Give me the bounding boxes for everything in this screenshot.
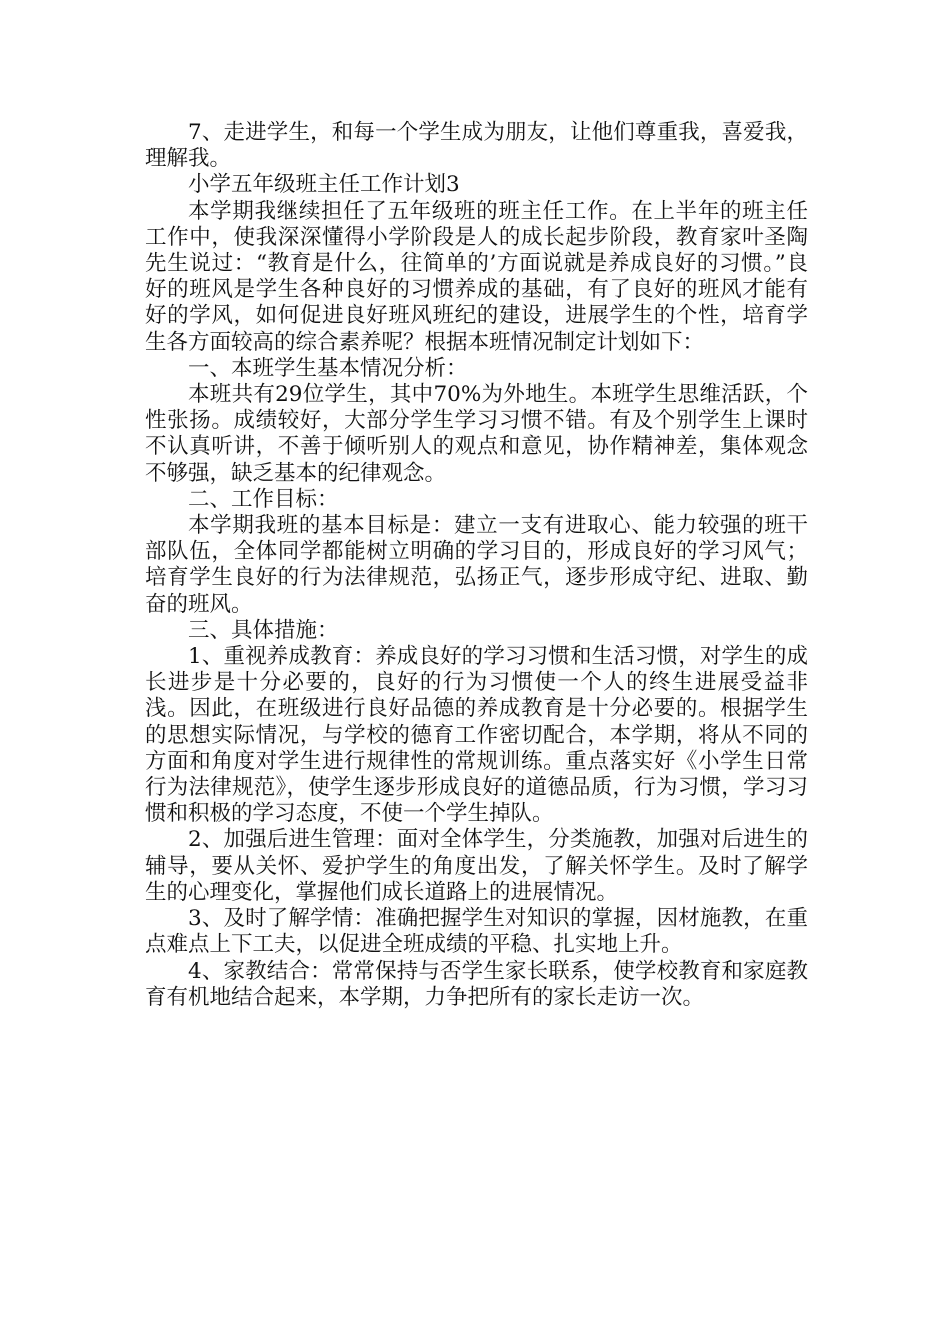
- measure-2-paragraph: 2、加强后进生管理：面对全体学生，分类施教，加强对后进生的辅导，要从关怀、爱护学生的角度出发，了解关怀学生。及时了解学生的心理变化，掌握他们成长道路上的进展情况。: [145, 827, 808, 905]
- measure-4-paragraph: 4、家教结合：常常保持与否学生家长联系，使学校教育和家庭教育有机地结合起来，本学期，力争把所有的家长走访一次。: [145, 958, 808, 1010]
- intro-paragraph: 本学期我继续担任了五年级班的班主任工作。在上半年的班主任工作中，使我深深懂得小学阶段是人的成长起步阶段，教育家叶圣陶先生说过：“教育是什么，往简单的’方面说就是养成良好的习惯。”良好的班风是学生各种良好的习惯养成的基础，有了良好的班风才能有好的学风，如何促进良好班风班纪的建设，进展学生的个性，培育学生各方面较高的综合素养呢？根据本班情况制定计划如下：: [145, 198, 808, 355]
- section-heading-2: 二、工作目标：: [188, 486, 339, 512]
- plan-title: 小学五年级班主任工作计划3: [188, 172, 460, 198]
- analysis-paragraph: 本班共有29位学生，其中70%为外地生。本班学生思维活跃，个性张扬。成绩较好，大部分学生学习习惯不错。有及个别学生上课时不认真听讲，不善于倾听别人的观点和意见，协作精神差，集体观念不够强，缺乏基本的纪律观念。: [145, 382, 808, 486]
- section-heading-1: 一、本班学生基本情况分析：: [188, 355, 468, 381]
- paragraph-item-7: 7、走进学生，和每一个学生成为朋友，让他们尊重我，喜爱我，理解我。: [145, 120, 808, 172]
- section-heading-3: 三、具体措施：: [188, 617, 339, 643]
- measure-3-paragraph: 3、及时了解学情：准确把握学生对知识的掌握，因材施教，在重点难点上下工夫，以促进全班成绩的平稳、扎实地上升。: [145, 906, 808, 958]
- document-page: [145, 120, 808, 1011]
- measure-1-paragraph: 1、重视养成教育：养成良好的学习习惯和生活习惯，对学生的成长进步是十分必要的，良好的行为习惯使一个人的终生进展受益非浅。因此，在班级进行良好品德的养成教育是十分必要的。根据学生的思想实际情况，与学校的德育工作密切配合，本学期，将从不同的方面和角度对学生进行规律性的常规训练。重点落实好《小学生日常行为法律规范》，使学生逐步形成良好的道德品质，行为习惯，学习习惯和积极的学习态度，不使一个学生掉队。: [145, 644, 808, 827]
- goals-paragraph: 本学期我班的基本目标是：建立一支有进取心、能力较强的班干部队伍，全体同学都能树立明确的学习目的，形成良好的学习风气；培育学生良好的行为法律规范，弘扬正气，逐步形成守纪、进取、勤奋的班风。: [145, 513, 808, 617]
